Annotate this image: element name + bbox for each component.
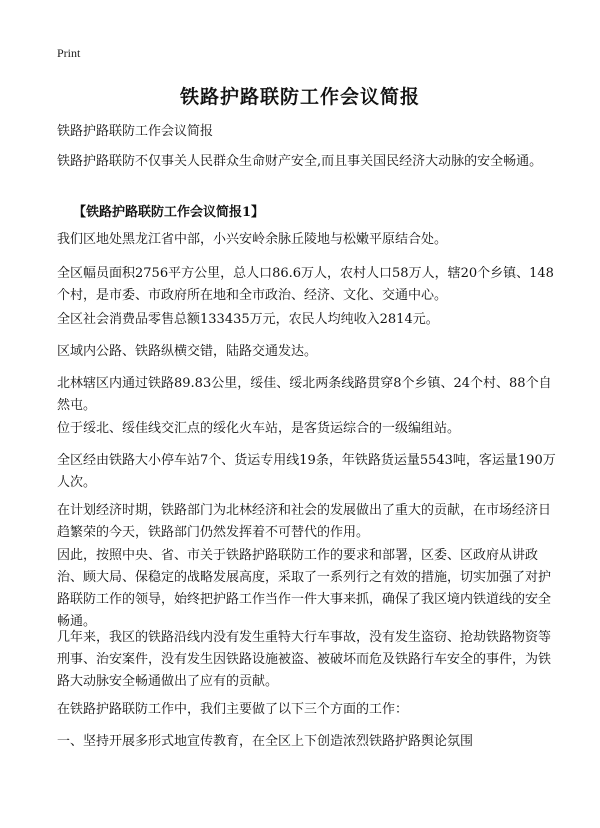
paragraph-2: 全区幅员面积2756平方公里，总人口86.6万人，农村人口58万人，辖20个乡镇、148个村，是市委、市政府所在地和全市政治、经济、文化、交通中心。 [57,266,554,303]
paragraph-1: 我们区地处黑龙江省中部，小兴安岭余脉丘陵地与松嫩平原结合处。 [57,232,448,247]
paragraph-5: 北林辖区内通过铁路89.83公里，绥佳、绥北两条线路贯穿8个乡镇、24个村、88个自然屯。 [57,376,552,413]
paragraph-11: 在铁路护路联防工作中，我们主要做了以下三个方面的工作： [57,702,409,717]
paragraph-4: 区域内公路、铁路纵横交错，陆路交通发达。 [57,344,318,359]
paragraph-8: 在计划经济时期，铁路部门为北林经济和社会的发展做出了重大的贡献，在市场经济日趋繁荣的今天，铁路部门仍然发挥着不可替代的作用。 [57,503,552,540]
intro-paragraph: 铁路护路联防不仅事关人民群众生命财产安全,而且事关国民经济大动脉的安全畅通。 [57,154,543,169]
paragraph-3: 全区社会消费品零售总额133435万元，农民人均纯收入2814元。 [57,312,439,327]
paragraph-6: 位于绥北、绥佳线交汇点的绥化火车站，是客货运综合的一级编组站。 [57,421,461,436]
paragraph-10: 几年来，我区的铁路沿线内没有发生重特大行车事故，没有发生盗窃、抢劫铁路物资等刑事、治安案件，没有发生因铁路设施被盗、被破坏而危及铁路行车安全的事件，为铁路大动脉安全畅通做出了应有的贡献。 [57,630,552,689]
document-subtitle: 铁路护路联防工作会议简报 [57,124,214,139]
paragraph-9: 因此，按照中央、省、市关于铁路护路联防工作的要求和部署，区委、区政府从讲政治、顾大局、保稳定的战略发展高度，采取了一系列行之有效的措施，切实加强了对护路联防工作的领导，始终把护路工作当作一件大事来抓，确保了我区境内铁道线的安全畅通。 [57,548,552,629]
document-title: 铁路护路联防工作会议简报 [179,86,420,108]
paragraph-7: 全区经由铁路大小停车站7个、货运专用线19条，年铁路货运量5543吨，客运量190万人次。 [57,453,556,490]
section-heading: 【铁路护路联防工作会议简报1】 [73,205,265,220]
paragraph-12: 一、坚持开展多形式地宣传教育，在全区上下创造浓烈铁路护路舆论氛围 [57,734,474,749]
print-link[interactable]: Print [57,46,81,60]
